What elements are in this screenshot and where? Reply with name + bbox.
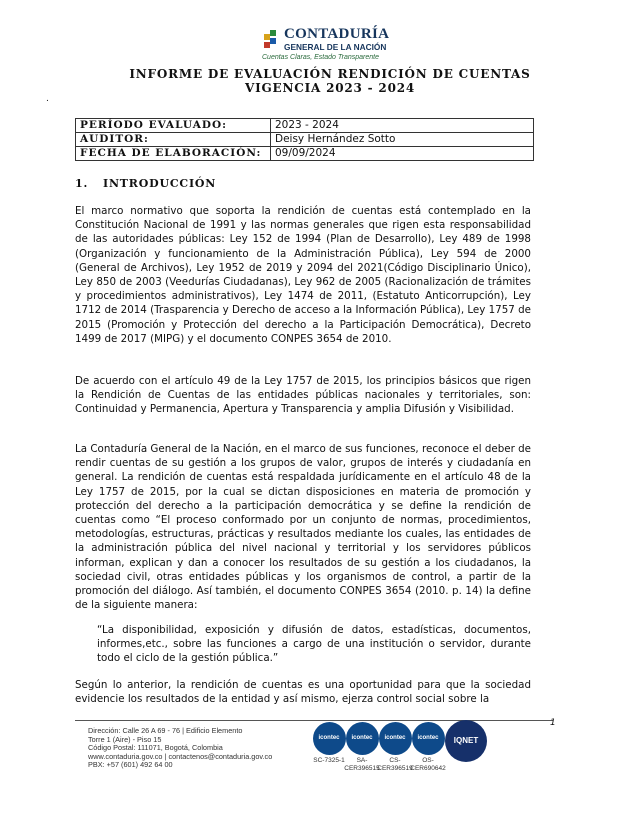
meta-value: 2023 - 2024 <box>271 119 534 133</box>
logo-mark-icon <box>262 28 280 52</box>
icontec-seal-icon: icontec <box>412 722 445 755</box>
logo-name: CONTADURÍA <box>284 26 390 42</box>
certification-code: CS-CER396519 <box>377 757 413 772</box>
logo-tagline: Cuentas Claras, Estado Transparente <box>262 54 379 61</box>
footer-address <box>88 727 272 770</box>
address-line: PBX: +57 (601) 492 64 00 <box>88 760 173 770</box>
page-number: 1 <box>550 718 556 728</box>
table-row <box>76 133 534 147</box>
meta-label: AUDITOR: <box>76 133 271 147</box>
footer-divider <box>75 720 553 721</box>
icontec-seal-icon: icontec <box>313 722 346 755</box>
document-title: INFORME DE EVALUACIÓN RENDICIÓN DE CUENTAS <box>129 67 531 81</box>
section-heading <box>75 177 216 190</box>
logo-subtitle: GENERAL DE LA NACIÓN <box>284 42 387 52</box>
document-subtitle: VIGENCIA 2023 - 2024 <box>244 81 416 95</box>
table-row <box>76 119 534 133</box>
certification-badge <box>311 722 347 782</box>
certification-code: SC-7325-1 <box>313 757 345 764</box>
address-line: Torre 1 (Aire) - Piso 15 <box>88 734 162 744</box>
address-line[interactable]: www.contaduria.gov.co | contactenos@contaduria.gov.co <box>88 751 273 761</box>
meta-label: FECHA DE ELABORACIÓN: <box>76 147 271 161</box>
contaduria-logo <box>262 24 412 66</box>
address-line: Dirección: Calle 26 A 69 - 76 | Edificio Elemento <box>88 726 243 735</box>
table-row <box>76 147 534 161</box>
certification-badge <box>344 722 380 782</box>
report-metadata-table <box>75 118 534 161</box>
certification-badge <box>410 722 446 782</box>
icontec-seal-icon: icontec <box>346 722 379 755</box>
meta-value: 09/09/2024 <box>271 147 534 161</box>
section-title: INTRODUCCIÓN <box>103 177 217 190</box>
paragraph-social-control: Según lo anterior, la rendición de cuentas es una oportunidad para que la sociedad evidencie los resultados de la entidad y así mismo, ejerza control social sobre la <box>75 679 531 706</box>
meta-value: Deisy Hernández Sotto <box>271 133 534 147</box>
stray-mark: . <box>46 94 49 104</box>
section-number: 1. <box>75 177 89 190</box>
paragraph-legal-framework: El marco normativo que soporta la rendición de cuentas está contemplado en la Constitución Nacional de 1991 y las normas generales que rigen esta responsabilidad de las autoridades públicas: Ley 152 de 1994 (Plan de Desarrollo), Ley 489 de 1998 (Organización y funcionamiento de la Administración Pública), Ley 594 de 2000 (General de Archivos), Ley 1952 de 2019 y 2094 del 2021(Código Disciplinario Único), Ley 850 de 2003 (Veedurías Ciudadanas), Ley 962 de 2005 (Racionalización de trámites y procedimientos administrativos), Ley 1474 de 2011, (Estatuto Anticorrupción), Ley 1712 de 2014 (Trasparencia y Derecho de acceso a la Información Pública), Ley 1757 de 2015 (Promoción y Protección del derecho a la Participación Democrática), Decreto 1499 de 2017 (MIPG) y el documento CONPES 3654 de 2010. <box>75 205 531 345</box>
block-quote: “La disponibilidad, exposición y difusión de datos, estadísticas, documentos, informes,etc., sobre las funciones a cargo de una institución o servidor, durante todo el ciclo de la gestión pública.” <box>97 624 531 665</box>
certification-code: SA-CER396515 <box>344 757 380 772</box>
address-line: Código Postal: 111071, Bogotá, Colombia <box>88 743 223 753</box>
certification-code: OS-CER690642 <box>410 757 446 772</box>
paragraph-principles: De acuerdo con el artículo 49 de la Ley 1757 de 2015, los principios básicos que rigen la Rendición de Cuentas de las entidades públicas nacionales y territoriales, son: Continuidad y Permanencia, Apertura y Transparencia y amplia Difusión y Visibilidad. <box>75 375 531 416</box>
meta-label: PERÍODO EVALUADO: <box>76 119 271 133</box>
certification-badge <box>377 722 413 782</box>
iqnet-seal-icon: IQNET <box>445 720 487 762</box>
icontec-seal-icon: icontec <box>379 722 412 755</box>
paragraph-cgn-duty: La Contaduría General de la Nación, en el marco de sus funciones, reconoce el deber de rendir cuentas de su gestión a los grupos de valor, grupos de interés y ciudadanía en general. La rendición de cuentas está respaldada jurídicamente en el artículo 48 de la Ley 1757 de 2015, por la cual se dictan disposiciones en materia de promoción y protección del derecho a la participación democrática y se define la rendición de cuentas como “El proceso conformado por un conjunto de normas, procedimientos, metodologías, estructuras, prácticas y resultados mediante los cuales, las entidades de la administración pública del nivel nacional y territorial y los servidores públicos informan, explican y dan a conocer los resultados de su gestión a los ciudadanos, la sociedad civil, otras entidades públicas y los organismos de control, a partir de la promoción del diálogo. Así también, el documento CONPES 3654 (2010. p. 14) la define de la siguiente manera: <box>75 443 531 612</box>
